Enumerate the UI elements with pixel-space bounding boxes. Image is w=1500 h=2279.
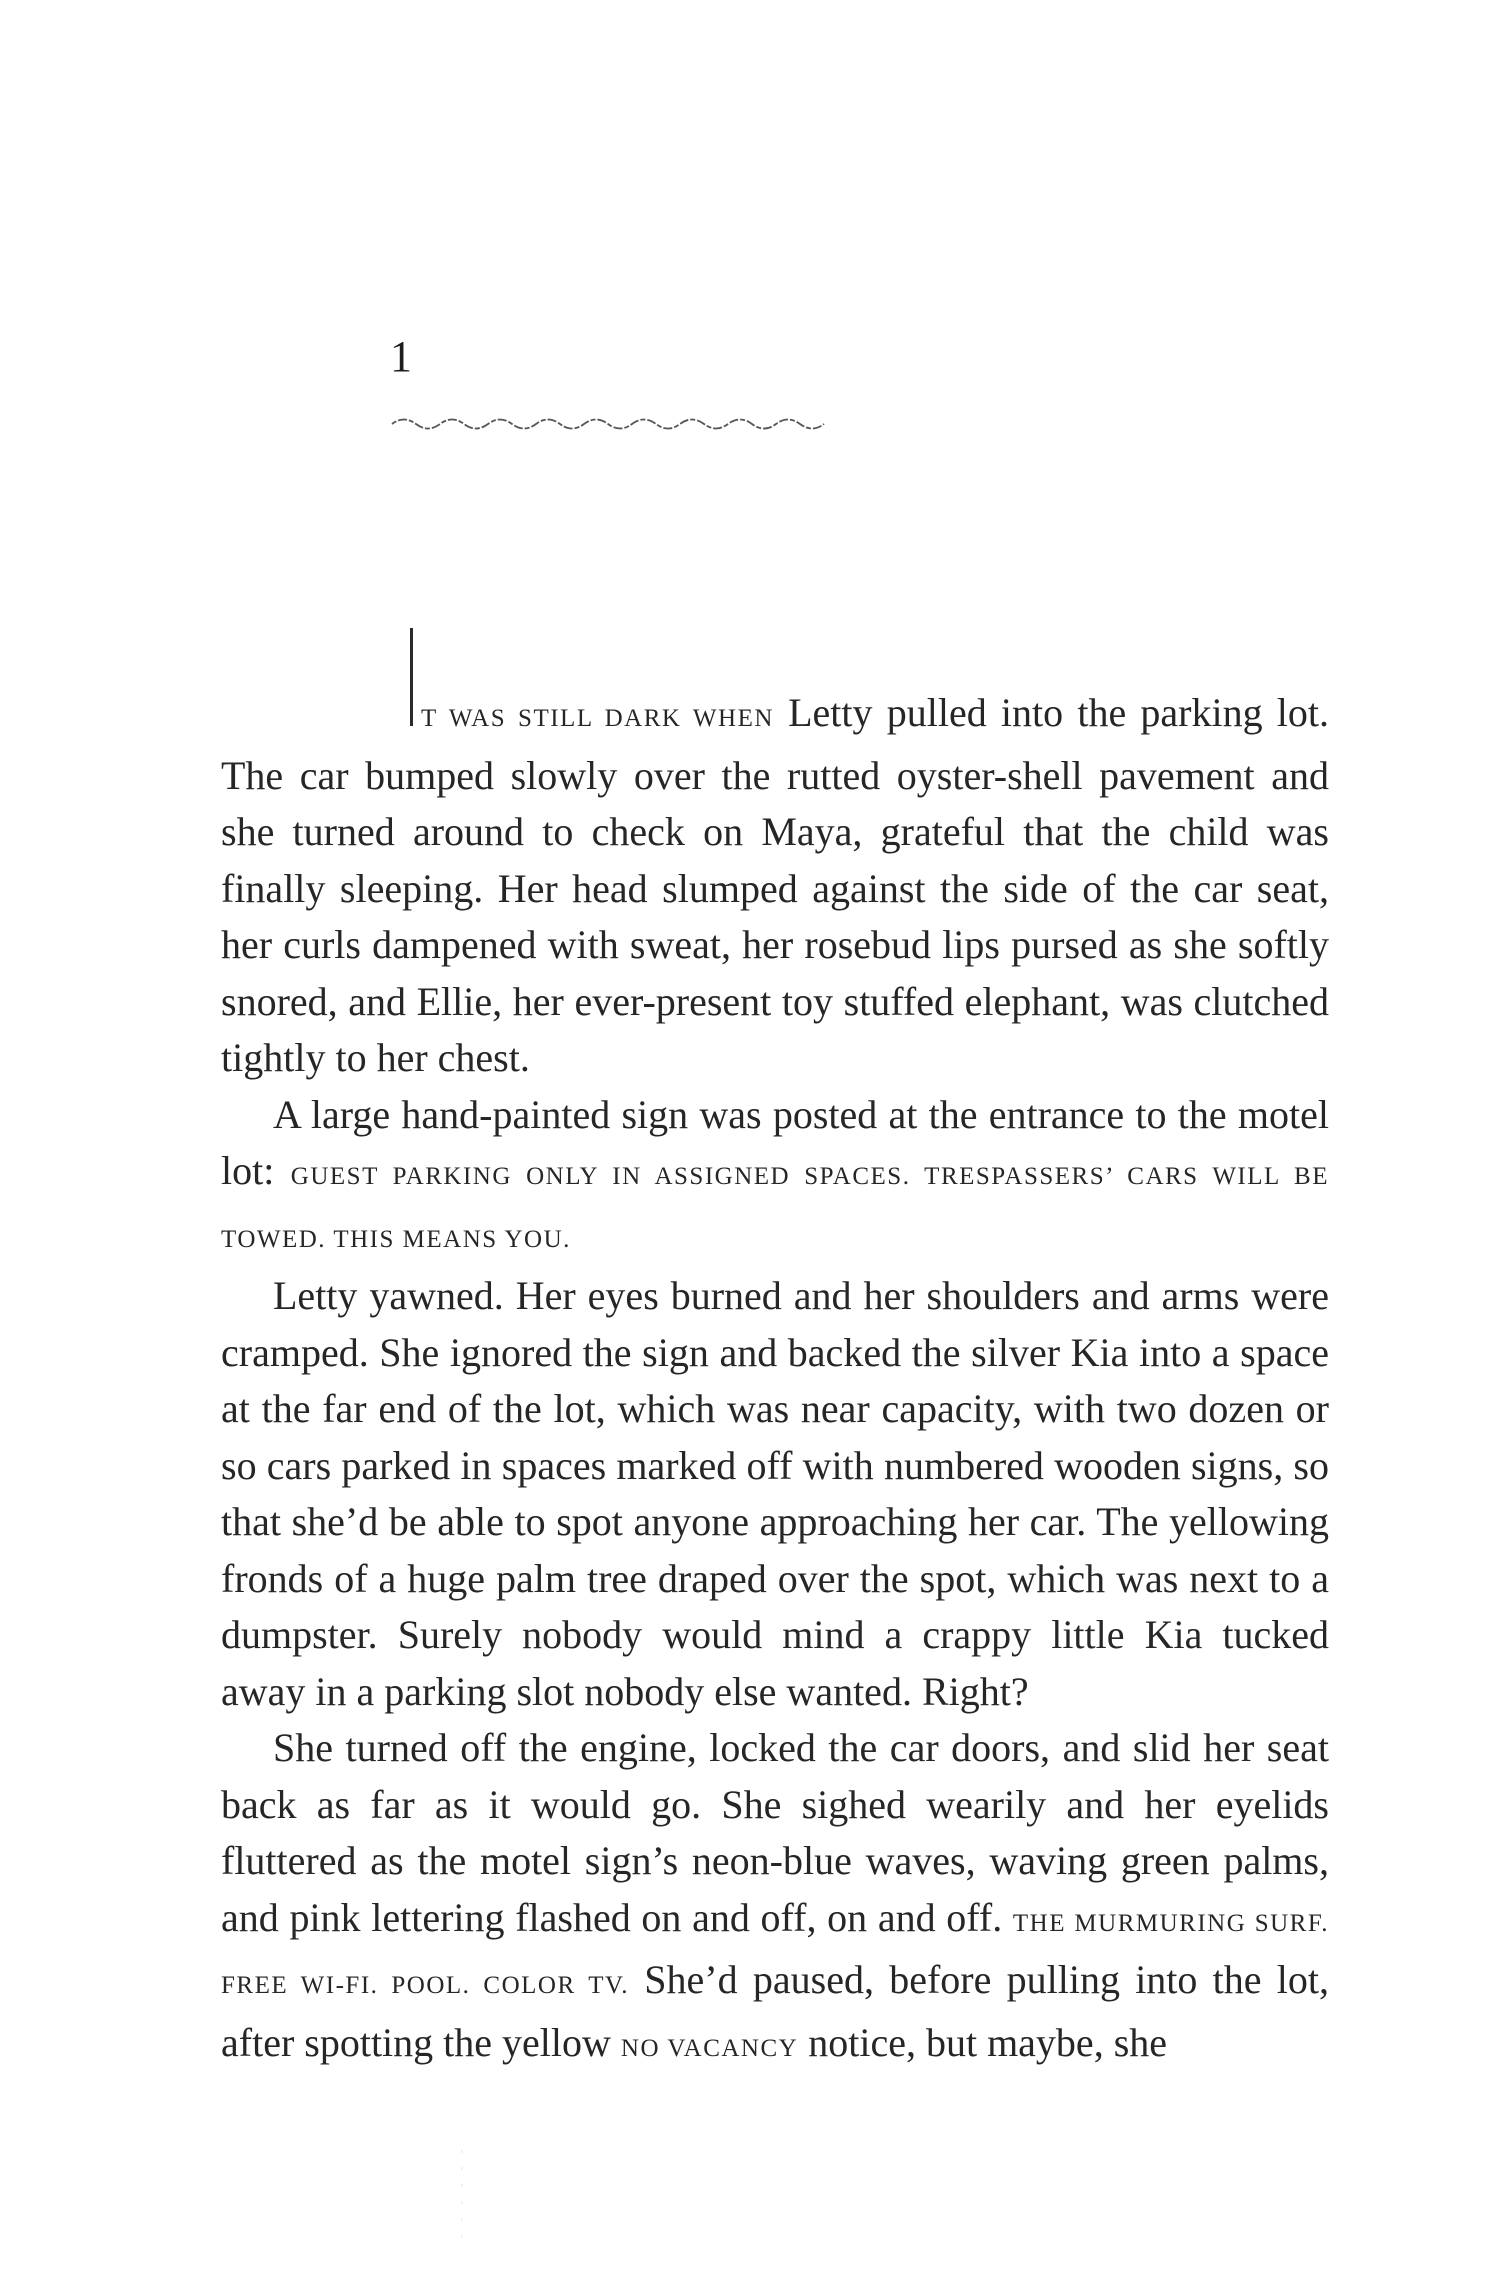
paragraph-4-text-a: She turned off the engine, locked the car doors, and slid her seat back as far as it would go. She sighed wearily and her eyelids fluttered as the motel sign’s neon-blue waves, waving green palms, and pink lettering flashed on and off, on and off.: [221, 1725, 1329, 1940]
chapter-number: 1: [390, 332, 412, 381]
chapter-body: [221, 685, 1329, 2077]
paragraph-1-text: Letty pulled into the parking lot. The car bumped slowly over the rutted oyster-shell pavement and she turned around to check on Maya, grateful that the child was finally sleeping. Her head slumped against the side of the car seat, her curls dampened with sweat, her rosebud lips pursed as she softly snored, and Ellie, her ever-present toy stuffed elephant, was clutched tightly to her chest.: [221, 690, 1329, 1080]
paragraph-2: [221, 1087, 1329, 1269]
wave-ornament: [390, 412, 830, 436]
opening-small-caps: T WAS STILL DARK WHEN: [421, 705, 774, 732]
paragraph-4-text-b: She’d paused, before pulling into the lot, after spotting the yellow: [221, 1957, 1330, 2065]
no-vacancy-notice: NO VACANCY: [620, 2034, 799, 2062]
paragraph-3: [221, 1268, 1329, 1720]
paragraph-1: [221, 685, 1329, 1087]
scan-mark: [460, 2150, 464, 2250]
parking-sign-text: GUEST PARKING ONLY IN ASSIGNED SPACES. TRESPASSERS’ CARS WILL BE TOWED. THIS MEANS YOU.: [221, 1163, 1329, 1253]
motel-sign-text: THE MURMURING SURF. FREE WI-FI. POOL. COLOR TV.: [221, 1909, 1329, 1999]
paragraph-2-text: A large hand-painted sign was posted at the entrance to the motel lot:: [221, 1091, 1329, 1193]
paragraph-3-text: Letty yawned. Her eyes burned and her shoulders and arms were cramped. She ignored the sign and backed the silver Kia into a space at the far end of the lot, which was near capacity, with two dozen or so cars parked in spaces marked off with numbered wooden signs, so that she’d be able to spot anyone approaching her car. The yellowing fronds of a huge palm tree draped over the spot, which was next to a dumpster. Surely nobody would mind a crappy little Kia tucked away in a parking slot nobody else wanted. Right?: [221, 1273, 1329, 1714]
paragraph-4: [221, 1720, 1329, 2077]
paragraph-4-text-c: notice, but maybe, she: [798, 2019, 1168, 2065]
